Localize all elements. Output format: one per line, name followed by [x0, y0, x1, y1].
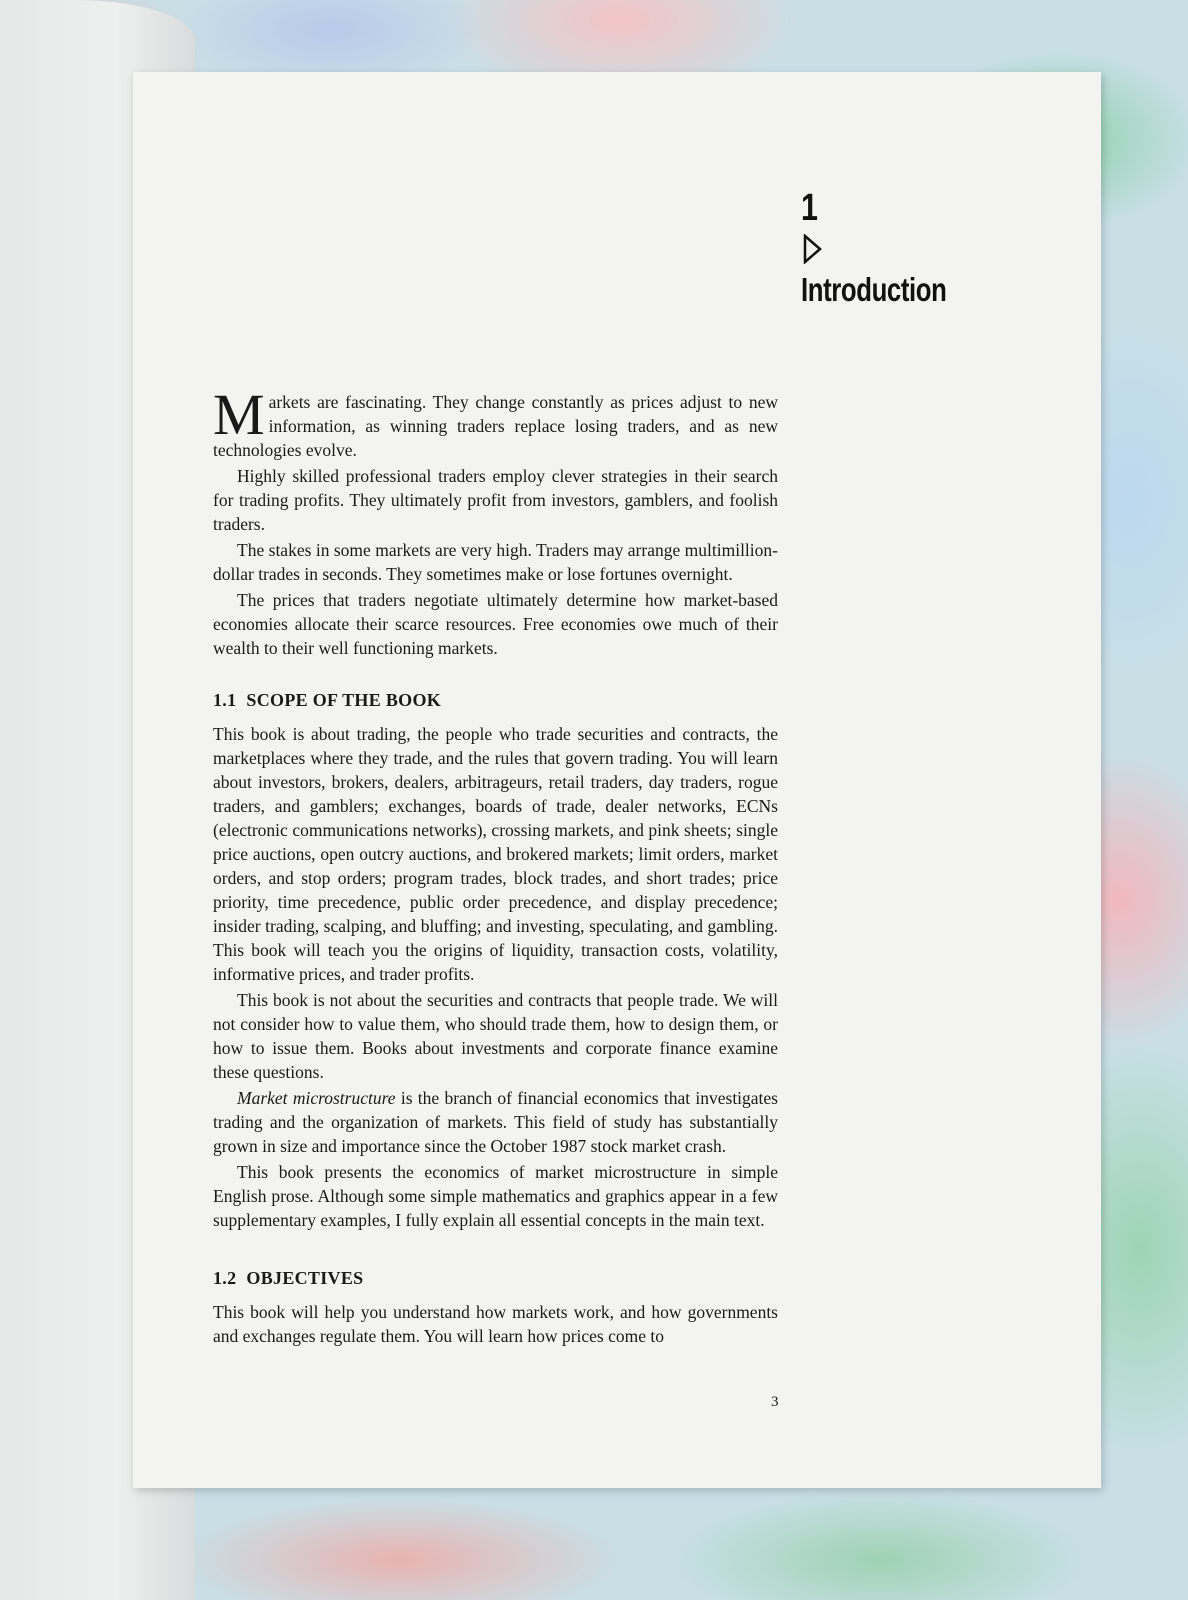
chapter-title: Introduction — [801, 271, 947, 308]
book-page — [133, 72, 1101, 1488]
drop-cap: M — [213, 382, 265, 447]
scope-paragraph-1: This book is about trading, the people who trade securities and contracts, the marketplaces where they trade, and the rules that govern trading. You will learn about investors, brokers, dealers, arbitrageurs, retail traders, day traders, rogue traders, and gamblers; exchanges, boards of trade, dealer networks, ECNs (electronic communications networks), crossing markets, and pink sheets; single price auctions, open outcry auctions, and brokered markets; limit orders, market orders, and stop orders; program trades, block trades, and short trades; price priority, time precedence, public order precedence, and display precedence; insider trading, scalping, and bluffing; and investing, speculating, and gambling. This book will teach you the origins of liquidity, transaction costs, volatility, informative prices, and trader profits. — [213, 724, 778, 984]
intro-paragraph-2: Highly skilled professional traders employ clever strategies in their search for trading profits. They ultimately profit from investors, gamblers, and foolish traders. — [213, 466, 778, 534]
section-heading-scope — [213, 688, 778, 712]
chapter-header — [801, 188, 987, 308]
objectives-paragraph-1: This book will help you understand how markets work, and how governments and exchanges regulate them. You will learn how prices come to — [213, 1302, 778, 1346]
intro-paragraph-1-text: arkets are fascinating. They change constantly as prices adjust to new information, as winning traders replace losing traders, and as new technologies evolve. — [213, 392, 778, 460]
intro-paragraph-3: The stakes in some markets are very high. Traders may arrange multimillion-dollar trades in seconds. They sometimes make or lose fortunes overnight. — [213, 540, 778, 584]
scope-paragraph-3-text: is the branch of financial economics that investigates trading and the organization of markets. This field of study has substantially grown in size and importance since the October 1987 stock market crash. — [213, 1088, 778, 1156]
section-title: SCOPE OF THE BOOK — [246, 690, 442, 710]
section-number: 1.2 — [213, 1268, 237, 1288]
term-market-microstructure: Market microstructure — [237, 1088, 396, 1108]
intro-paragraph-1 — [213, 382, 778, 462]
page-number: 3 — [771, 1394, 779, 1410]
scope-paragraph-3 — [213, 1086, 778, 1158]
body-text — [213, 382, 778, 1350]
scope-paragraph-2: This book is not about the securities and contracts that people trade. We will not consider how to value them, who should trade them, how to design them, or how to issue them. Books about investments and corporate finance examine these questions. — [213, 990, 778, 1082]
triangle-arrow-icon — [803, 234, 823, 264]
scope-paragraph-4: This book presents the economics of market microstructure in simple English prose. Although some simple mathematics and graphics appear in a few supplementary examples, I fully explain all essential concepts in the main text. — [213, 1162, 778, 1230]
chapter-number: 1 — [801, 187, 818, 229]
section-title: OBJECTIVES — [246, 1268, 364, 1288]
section-number: 1.1 — [213, 690, 237, 710]
section-heading-objectives — [213, 1266, 778, 1290]
intro-paragraph-4: The prices that traders negotiate ultimately determine how market-based economies allocate their scarce resources. Free economies owe much of their wealth to their well functioning markets. — [213, 590, 778, 658]
